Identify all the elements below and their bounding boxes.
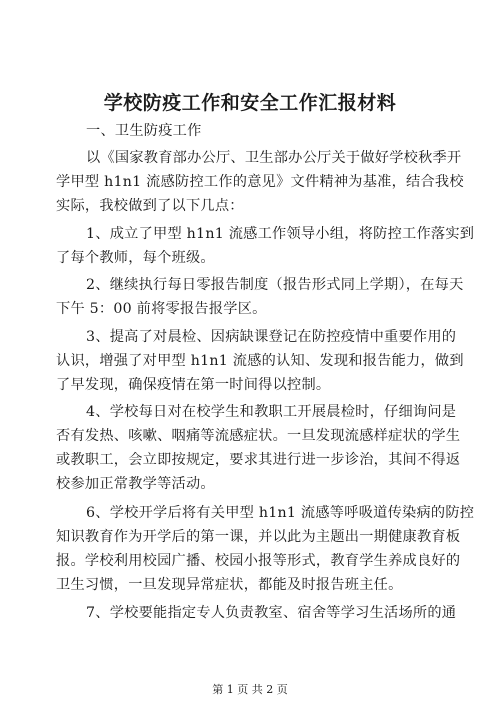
body-line: 以《国家教育部办公厅、卫生部办公厅关于做好学校秋季开 xyxy=(86,150,462,166)
body-line: 报。学校利用校园广播、校园小报等形式，教育学生养成良好的 xyxy=(56,553,461,569)
document-title: 学校防疫工作和安全工作汇报材料 xyxy=(103,92,397,114)
body-line: 实际，我校做到了以下几点： xyxy=(56,198,244,214)
body-line: 卫生习惯，一旦发现异常症状，都能及时报告班主任。 xyxy=(56,577,403,593)
body-line: 了早发现，确保疫情在第一时间得以控制。 xyxy=(56,377,331,393)
body-line: 7、学校要能指定专人负责教室、宿舍等学习生活场所的通 xyxy=(86,605,457,621)
body-line: 2、继续执行每日零报告制度（报告形式同上学期），在每天 xyxy=(86,277,464,293)
body-line: 了每个教师，每个班级。 xyxy=(56,250,215,266)
body-line: 或教职工，会立即按规定，要求其进行进一步诊治，其间不得返 xyxy=(56,452,461,468)
body-line: 3、提高了对晨检、因病缺课登记在防控疫情中重要作用的 xyxy=(86,329,457,345)
page-number-footer: 第 1 页 共 2 页 xyxy=(212,683,288,696)
body-line: 认识，增强了对甲型 h1n1 流感的认知、发现和报告能力，做到 xyxy=(56,353,464,369)
body-line: 6、学校开学后将有关甲型 h1n1 流感等呼吸道传染病的防控 xyxy=(86,505,475,521)
body-line: 否有发热、咳嗽、咽痛等流感症状。一旦发现流感样症状的学生 xyxy=(56,428,461,444)
section-heading: 一、卫生防疫工作 xyxy=(86,123,202,139)
body-line: 学甲型 h1n1 流感防控工作的意见》文件精神为基准，结合我校 xyxy=(56,174,464,190)
body-line: 下午 5：00 前将零报告报学区。 xyxy=(56,301,267,317)
body-line: 校参加正常教学等活动。 xyxy=(56,476,215,492)
body-line: 知识教育作为开学后的第一课，并以此为主题出一期健康教育板 xyxy=(56,529,461,545)
body-line: 4、学校每日对在校学生和教职工开展晨检时，仔细询问是 xyxy=(86,404,457,420)
body-line: 1、成立了甲型 h1n1 流感工作领导小组，将防控工作落实到 xyxy=(86,226,475,242)
